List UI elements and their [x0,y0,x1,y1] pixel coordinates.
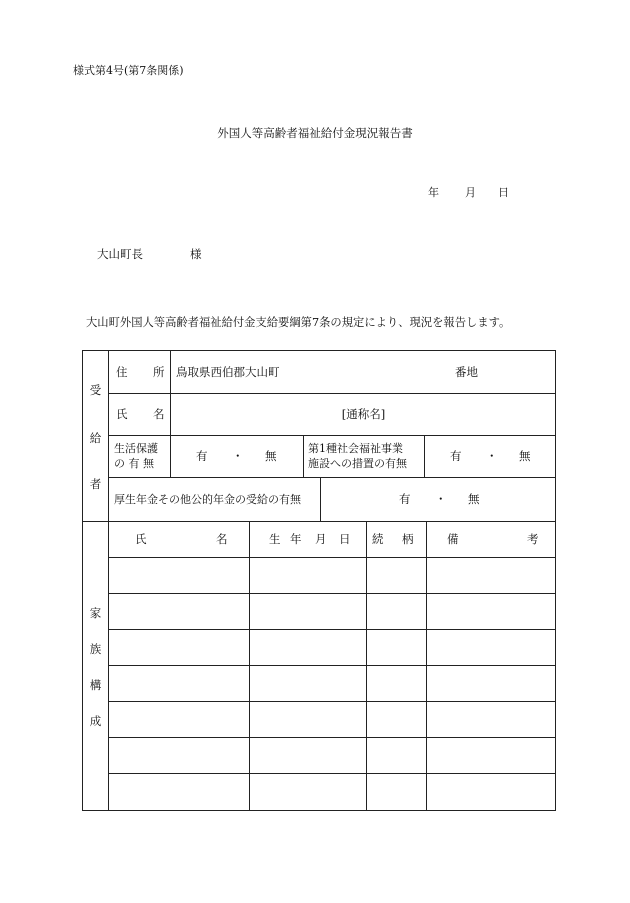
family-row-4-relation-cell[interactable] [371,665,422,701]
name-label-2: 名 [153,407,165,421]
facility-yes-option[interactable]: 有 [450,449,462,463]
family-row-6-birthdate-cell[interactable] [254,737,362,773]
form-number: 様式第4号(第7条関係) [73,64,184,77]
family-header-birth-3: 月 [315,532,327,546]
welfare-label [114,435,170,477]
pension-label: 厚生年金その他公的年金の受給の有無 [114,493,301,506]
family-header-name-1: 氏 [135,532,147,546]
family-row-4-birthdate-cell[interactable] [254,665,362,701]
document-title: 外国人等高齢者福祉給付金現況報告書 [217,126,413,140]
family-side-char-4: 成 [89,714,102,728]
name-field[interactable]: [通称名] [341,407,386,421]
family-row-1-notes-cell[interactable] [431,557,552,593]
welfare-separator: ・ [232,449,244,463]
report-form-table [82,350,556,811]
facility-label [308,435,407,477]
family-row-6-name-cell[interactable] [113,737,245,773]
family-row-3-name-cell[interactable] [113,629,245,665]
family-row-3-notes-cell[interactable] [431,629,552,665]
family-row-1-relation-cell[interactable] [371,557,422,593]
address-label-2: 所 [153,365,165,379]
family-row-6-relation-cell[interactable] [371,737,422,773]
family-row-7-birthdate-cell[interactable] [254,773,362,809]
family-header-name-2: 名 [216,532,228,546]
family-header-relation-1: 続 [372,532,384,546]
facility-no-option[interactable]: 無 [519,449,531,463]
family-row-3-relation-cell[interactable] [371,629,422,665]
addressee-name: 大山町長 [97,247,143,261]
intro-statement: 大山町外国人等高齢者福祉給付金支給要綱第7条の規定により、現況を報告します。 [86,316,511,329]
date-day-label: 日 [498,186,509,199]
family-row-2-birthdate-cell[interactable] [254,593,362,629]
facility-separator: ・ [486,449,498,463]
pension-yes-option[interactable]: 有 [399,492,411,506]
family-row-2-name-cell[interactable] [113,593,245,629]
welfare-yes-option[interactable]: 有 [196,449,208,463]
family-row-5-name-cell[interactable] [113,701,245,737]
address-prefix: 鳥取県西伯郡大山町 [176,365,280,379]
family-row-4-notes-cell[interactable] [431,665,552,701]
family-row-5-relation-cell[interactable] [371,701,422,737]
family-row-7-relation-cell[interactable] [371,773,422,809]
family-row-2-notes-cell[interactable] [431,593,552,629]
recipient-side-char-3: 者 [89,477,102,491]
address-label-1: 住 [116,365,128,379]
family-side-char-3: 構 [89,678,102,692]
family-row-1-name-cell[interactable] [113,557,245,593]
address-field[interactable]: 番地 [455,365,478,379]
family-row-5-notes-cell[interactable] [431,701,552,737]
recipient-side-char-1: 受 [89,383,102,397]
family-header-notes-1: 備 [447,532,459,546]
family-row-7-notes-cell[interactable] [431,773,552,809]
name-label-1: 氏 [116,407,128,421]
facility-label-line1: 第1種社会福祉事業 [308,442,403,455]
facility-label-line2: 施設への措置の有無 [308,457,407,470]
family-row-4-name-cell[interactable] [113,665,245,701]
addressee-honorific: 様 [190,247,202,261]
family-header-birth-2: 年 [290,532,302,546]
family-header-birth-4: 日 [339,532,351,546]
family-header-relation-2: 柄 [402,532,414,546]
pension-separator: ・ [435,492,447,506]
family-header-notes-2: 考 [527,532,539,546]
welfare-label-line2: の 有 無 [114,457,154,470]
family-side-char-2: 族 [89,642,102,656]
family-header-birth-1: 生 [269,532,281,546]
pension-no-option[interactable]: 無 [468,492,480,506]
recipient-side-char-2: 給 [89,431,102,445]
welfare-label-line1: 生活保護 [114,442,158,455]
family-row-2-relation-cell[interactable] [371,593,422,629]
family-row-3-birthdate-cell[interactable] [254,629,362,665]
family-side-char-1: 家 [89,606,102,620]
family-row-1-birthdate-cell[interactable] [254,557,362,593]
date-year-label: 年 [428,186,439,199]
family-row-7-name-cell[interactable] [113,773,245,809]
date-month-label: 月 [465,186,476,199]
family-row-6-notes-cell[interactable] [431,737,552,773]
welfare-no-option[interactable]: 無 [265,449,277,463]
family-row-5-birthdate-cell[interactable] [254,701,362,737]
